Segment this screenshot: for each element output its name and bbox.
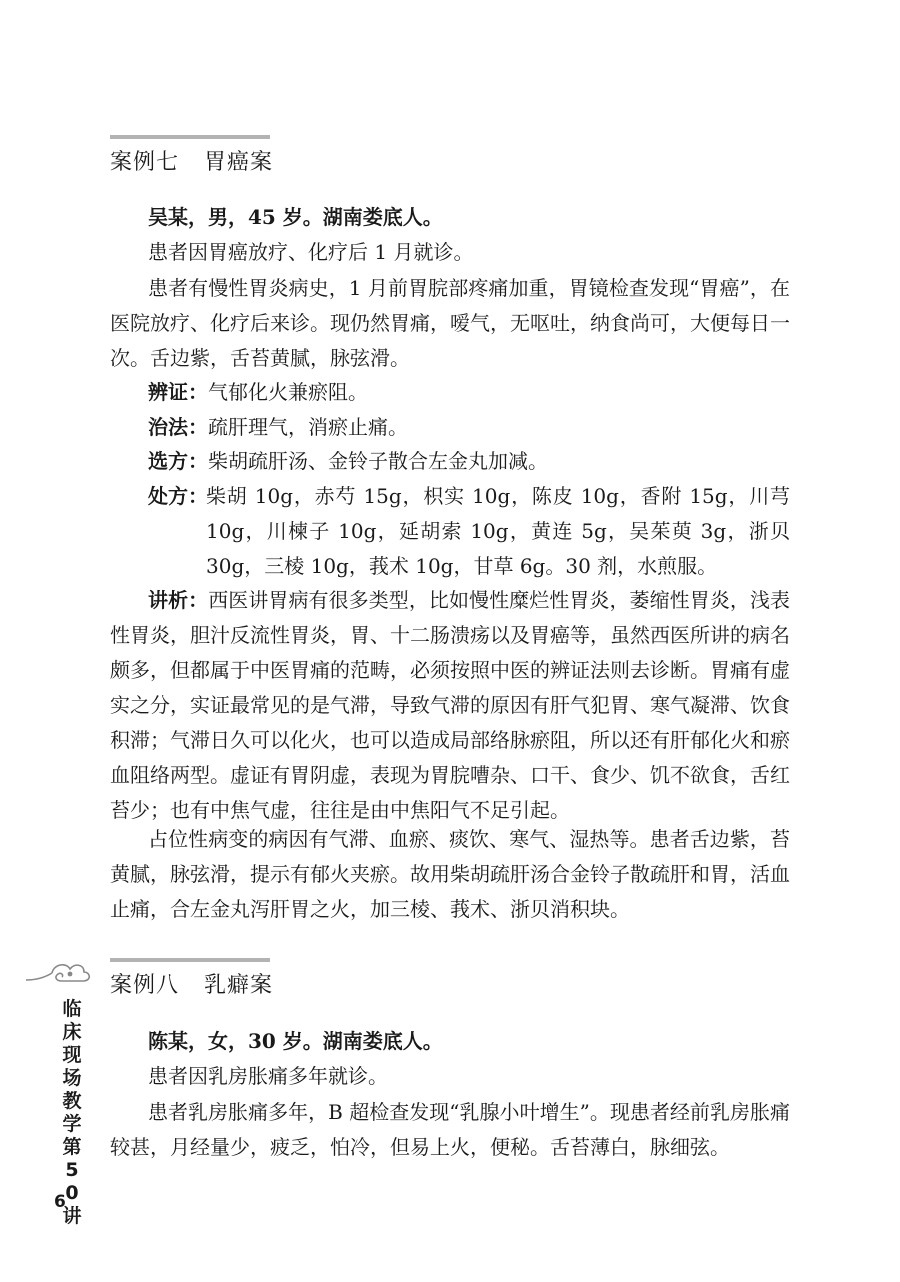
- case-8-patient: 陈某，女，30 岁。湖南娄底人。: [148, 1029, 443, 1053]
- case-7-number: 案例七: [110, 150, 180, 175]
- case-7-diagnosis: [110, 375, 790, 410]
- treatment-label: 治法：: [148, 415, 208, 439]
- case-7-analysis: [110, 583, 790, 828]
- treatment-text: 疏肝理气，消瘀止痛。: [208, 415, 408, 439]
- prescription-text: 柴胡 10g，赤芍 15g，枳实 10g，陈皮 10g，香附 15g，川芎 10g，川楝子 10g，延胡索 10g，黄连 5g，吴茱萸 3g，浙贝 30g，三棱 10g，莪术 10g，甘草 6g。30 剂，水煎服。: [206, 484, 790, 578]
- formula-text: 柴胡疏肝汤、金铃子散合左金丸加减。: [208, 449, 548, 473]
- analysis-label: 讲析：: [148, 588, 209, 612]
- cloud-ornament-icon: [22, 958, 94, 988]
- case-7-title: [110, 148, 790, 178]
- case-7-history: 患者有慢性胃炎病史，1 月前胃脘部疼痛加重，胃镜检查发现“胃癌”，在医院放疗、化疗后来诊。现仍然胃痛，嗳气，无呕吐，纳食尚可，大便每日一次。舌边紫，舌苔黄腻，脉弦滑。: [110, 276, 790, 370]
- case-8-visit: 患者因乳房胀痛多年就诊。: [148, 1064, 388, 1088]
- section-divider: [110, 958, 270, 962]
- case-8-name: 乳癖案: [204, 973, 274, 998]
- sidebar: [18, 958, 98, 1227]
- page-number: 6: [54, 1192, 66, 1212]
- case-7-visit: 患者因胃癌放疗、化疗后 1 月就诊。: [148, 240, 474, 264]
- case-7-treatment: [110, 410, 790, 445]
- formula-label: 选方：: [148, 449, 208, 473]
- case-8-number: 案例八: [110, 973, 180, 998]
- diagnosis-text: 气郁化火兼瘀阻。: [208, 380, 368, 404]
- case-7-analysis-2: 占位性病变的病因有气滞、血瘀、痰饮、寒气、湿热等。患者舌边紫，苔黄腻，脉弦滑，提示有郁火夹瘀。故用柴胡疏肝汤合金铃子散疏肝和胃，活血止痛，合左金丸泻肝胃之火，加三棱、莪术、浙贝消积块。: [110, 827, 790, 921]
- case-7-formula: [110, 444, 790, 479]
- section-divider: [110, 135, 270, 139]
- case-7-prescription: [148, 479, 790, 584]
- analysis-text: 西医讲胃病有很多类型，比如慢性糜烂性胃炎，萎缩性胃炎，浅表性胃炎，胆汁反流性胃炎，胃、十二肠溃疡以及胃癌等，虽然西医所讲的病名颇多，但都属于中医胃痛的范畴，必须按照中医的辨证法则去诊断。胃痛有虚实之分，实证最常见的是气滞，导致气滞的原因有肝气犯胃、寒气凝滞、饮食积滞；气滞日久可以化火，也可以造成局部络脉瘀阻，所以还有肝郁化火和瘀血阻络两型。虚证有胃阴虚，表现为胃脘嘈杂、口干、食少、饥不欲食，舌红苔少；也有中焦气虚，往往是由中焦阳气不足引起。: [110, 588, 791, 822]
- case-7-name: 胃癌案: [204, 150, 274, 175]
- case-7-header: [110, 135, 790, 178]
- case-8-title: [110, 971, 790, 1001]
- case-8-header: [110, 958, 790, 1001]
- case-7-patient: 吴某，男，45 岁。湖南娄底人。: [148, 205, 443, 229]
- prescription-label: 处方：: [148, 484, 208, 508]
- diagnosis-label: 辨证：: [148, 380, 208, 404]
- case-8-history: 患者乳房胀痛多年，B 超检查发现“乳腺小叶增生”。现患者经前乳房胀痛较甚，月经量少，疲乏，怕冷，但易上火，便秘。舌苔薄白，脉细弦。: [110, 1100, 790, 1159]
- book-title: 临床现场教学第50讲: [62, 998, 82, 1227]
